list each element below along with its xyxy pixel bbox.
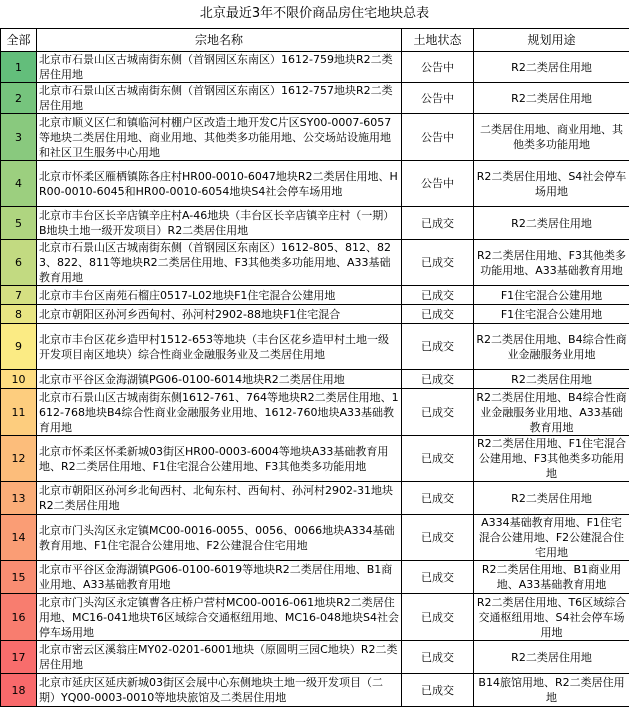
table-row [1, 389, 629, 436]
table-row [1, 436, 629, 482]
planned-use-cell: F1住宅混合公建用地 [474, 286, 629, 305]
land-status-cell: 已成交 [402, 674, 474, 707]
land-status-cell: 已成交 [402, 305, 474, 324]
table-row [1, 240, 629, 286]
planned-use-cell: B14旅馆用地、R2二类居住用地 [474, 674, 629, 707]
table-row [1, 207, 629, 240]
planned-use-cell: R2二类居住用地、B1商业用地、A33基础教育用地 [474, 561, 629, 594]
planned-use-cell: R2二类居住用地、B4综合性商业金融服务业用地、A33基础教育用地 [474, 389, 629, 436]
table-row [1, 561, 629, 594]
planned-use-cell: F1住宅混合公建用地 [474, 305, 629, 324]
row-number: 16 [1, 594, 37, 641]
parcel-name-cell: 北京市石景山区古城南街东侧（首钢园区东南区）1612-757地块R2二类居住用地 [37, 83, 402, 114]
land-status-cell: 公告中 [402, 52, 474, 83]
planned-use-cell: R2二类居住用地、T6区域综合交通枢纽用地、S4社会停车场用地 [474, 594, 629, 641]
table-row [1, 674, 629, 707]
header-all-filter[interactable]: 全部 [1, 29, 37, 52]
row-number: 9 [1, 324, 37, 370]
row-number: 18 [1, 674, 37, 707]
row-number: 2 [1, 83, 37, 114]
table-row [1, 83, 629, 114]
land-status-cell: 已成交 [402, 207, 474, 240]
parcel-name-cell: 北京市朝阳区孙河乡西甸村、孙河村2902-88地块F1住宅混合 [37, 305, 402, 324]
land-status-cell: 公告中 [402, 83, 474, 114]
row-number: 15 [1, 561, 37, 594]
parcel-name-cell: 北京市顺义区仁和镇临河村棚户区改造土地开发C片区SY00-0007-6057等地块二类居住用地、商业用地、其他类多功能用地、公交场站设施用地和社区卫生服务中心用地 [37, 114, 402, 161]
parcel-name-cell: 北京市丰台区南苑石榴庄0517-L02地块F1住宅混合公建用地 [37, 286, 402, 305]
table-row [1, 161, 629, 207]
row-number: 14 [1, 515, 37, 561]
parcel-name-cell: 北京市密云区溪翁庄MY02-0201-6001地块（原圆明三园C地块）R2二类居住用地 [37, 641, 402, 674]
land-status-cell: 公告中 [402, 161, 474, 207]
planned-use-cell: R2二类居住用地、F1住宅混合公建用地、F3其他类多功能用地 [474, 436, 629, 482]
table-row [1, 370, 629, 389]
table-row [1, 594, 629, 641]
parcel-name-cell: 北京市朝阳区孙河乡北甸西村、北甸东村、西甸村、孙河村2902-31地块R2二类居住用地 [37, 482, 402, 515]
header-planned-use: 规划用途 [474, 29, 629, 52]
land-status-cell: 已成交 [402, 324, 474, 370]
land-status-cell: 已成交 [402, 286, 474, 305]
land-status-cell: 已成交 [402, 389, 474, 436]
land-status-cell: 已成交 [402, 370, 474, 389]
planned-use-cell: R2二类居住用地 [474, 207, 629, 240]
row-number: 1 [1, 52, 37, 83]
planned-use-cell: R2二类居住用地 [474, 52, 629, 83]
planned-use-cell: R2二类居住用地 [474, 370, 629, 389]
parcel-name-cell: 北京市怀柔区怀柔新城03街区HR00-0003-6004等地块A33基础教育用地、R2二类居住用地、F1住宅混合公建用地、F3其他类多功能用地 [37, 436, 402, 482]
table-row [1, 52, 629, 83]
planned-use-cell: R2二类居住用地、F3其他类多功能用地、A33基础教育用地 [474, 240, 629, 286]
planned-use-cell: R2二类居住用地、B4综合性商业金融服务业用地 [474, 324, 629, 370]
row-number: 13 [1, 482, 37, 515]
row-number: 7 [1, 286, 37, 305]
table-row [1, 324, 629, 370]
header-parcel-name: 宗地名称 [37, 29, 402, 52]
land-status-cell: 已成交 [402, 240, 474, 286]
planned-use-cell: 二类居住用地、商业用地、其他类多功能用地 [474, 114, 629, 161]
parcel-name-cell: 北京市丰台区花乡造甲村1512-653等地块（丰台区花乡造甲村土地一级开发项目南区地块）综合性商业金融服务业及二类居住用地 [37, 324, 402, 370]
land-status-cell: 公告中 [402, 114, 474, 161]
land-status-cell: 已成交 [402, 436, 474, 482]
table-row [1, 286, 629, 305]
planned-use-cell: R2二类居住用地 [474, 83, 629, 114]
planned-use-cell: R2二类居住用地、S4社会停车场用地 [474, 161, 629, 207]
table-row [1, 305, 629, 324]
parcel-name-cell: 北京市延庆区延庆新城03街区会展中心东侧地块土地一级开发项目（二期）YQ00-0003-0010等地块旅馆及二类居住用地 [37, 674, 402, 707]
land-parcel-table [0, 28, 629, 707]
table-row [1, 482, 629, 515]
row-number: 3 [1, 114, 37, 161]
parcel-name-cell: 北京市石景山区古城南街东侧（首钢园区东南区）1612-759地块R2二类居住用地 [37, 52, 402, 83]
land-status-cell: 已成交 [402, 594, 474, 641]
row-number: 5 [1, 207, 37, 240]
table-row [1, 515, 629, 561]
land-status-cell: 已成交 [402, 515, 474, 561]
row-number: 6 [1, 240, 37, 286]
parcel-name-cell: 北京市丰台区长辛店镇辛庄村A-46地块（丰台区长辛店镇辛庄村（一期）B地块土地一级开发项目）R2二类居住用地 [37, 207, 402, 240]
row-number: 11 [1, 389, 37, 436]
planned-use-cell: R2二类居住用地 [474, 482, 629, 515]
header-land-status: 土地状态 [402, 29, 474, 52]
planned-use-cell: A334基础教育用地、F1住宅混合公建用地、F2公建混合住宅用地 [474, 515, 629, 561]
header-row [1, 29, 629, 52]
parcel-name-cell: 北京市石景山区古城南街东侧（首钢园区东南区）1612-805、812、823、822、811等地块R2二类居住用地、F3其他类多功能用地、A33基础教育用地 [37, 240, 402, 286]
row-number: 8 [1, 305, 37, 324]
row-number: 4 [1, 161, 37, 207]
parcel-name-cell: 北京市平谷区金海湖镇PG06-0100-6014地块R2二类居住用地 [37, 370, 402, 389]
parcel-name-cell: 北京市门头沟区永定镇曹各庄桥户营村MC00-0016-061地块R2二类居住用地、MC16-041地块T6区域综合交通枢纽用地、MC16-048地块S4社会停车场用地 [37, 594, 402, 641]
land-status-cell: 已成交 [402, 561, 474, 594]
planned-use-cell: R2二类居住用地 [474, 641, 629, 674]
row-number: 12 [1, 436, 37, 482]
row-number: 17 [1, 641, 37, 674]
land-status-cell: 已成交 [402, 482, 474, 515]
sheet-title: 北京最近3年不限价商品房住宅地块总表 [199, 6, 430, 21]
parcel-name-cell: 北京市怀柔区雁栖镇陈各庄村HR00-0010-6047地块R2二类居住用地、HR00-0010-6045和HR00-0010-6054地块S4社会停车场用地 [37, 161, 402, 207]
table-row [1, 114, 629, 161]
parcel-name-cell: 北京市平谷区金海湖镇PG06-0100-6019等地块R2二类居住用地、B1商业用地、A33基础教育用地 [37, 561, 402, 594]
table-row [1, 641, 629, 674]
row-number: 10 [1, 370, 37, 389]
land-status-cell: 已成交 [402, 641, 474, 674]
parcel-name-cell: 北京市门头沟区永定镇MC00-0016-0055、0056、0066地块A334基础教育用地、F1住宅混合公建用地、F2公建混合住宅用地 [37, 515, 402, 561]
parcel-name-cell: 北京市石景山区古城南街东侧1612-761、764等地块R2二类居住用地、1612-768地块B4综合性商业金融服务业用地、1612-760地块A33基础教育用地 [37, 389, 402, 436]
